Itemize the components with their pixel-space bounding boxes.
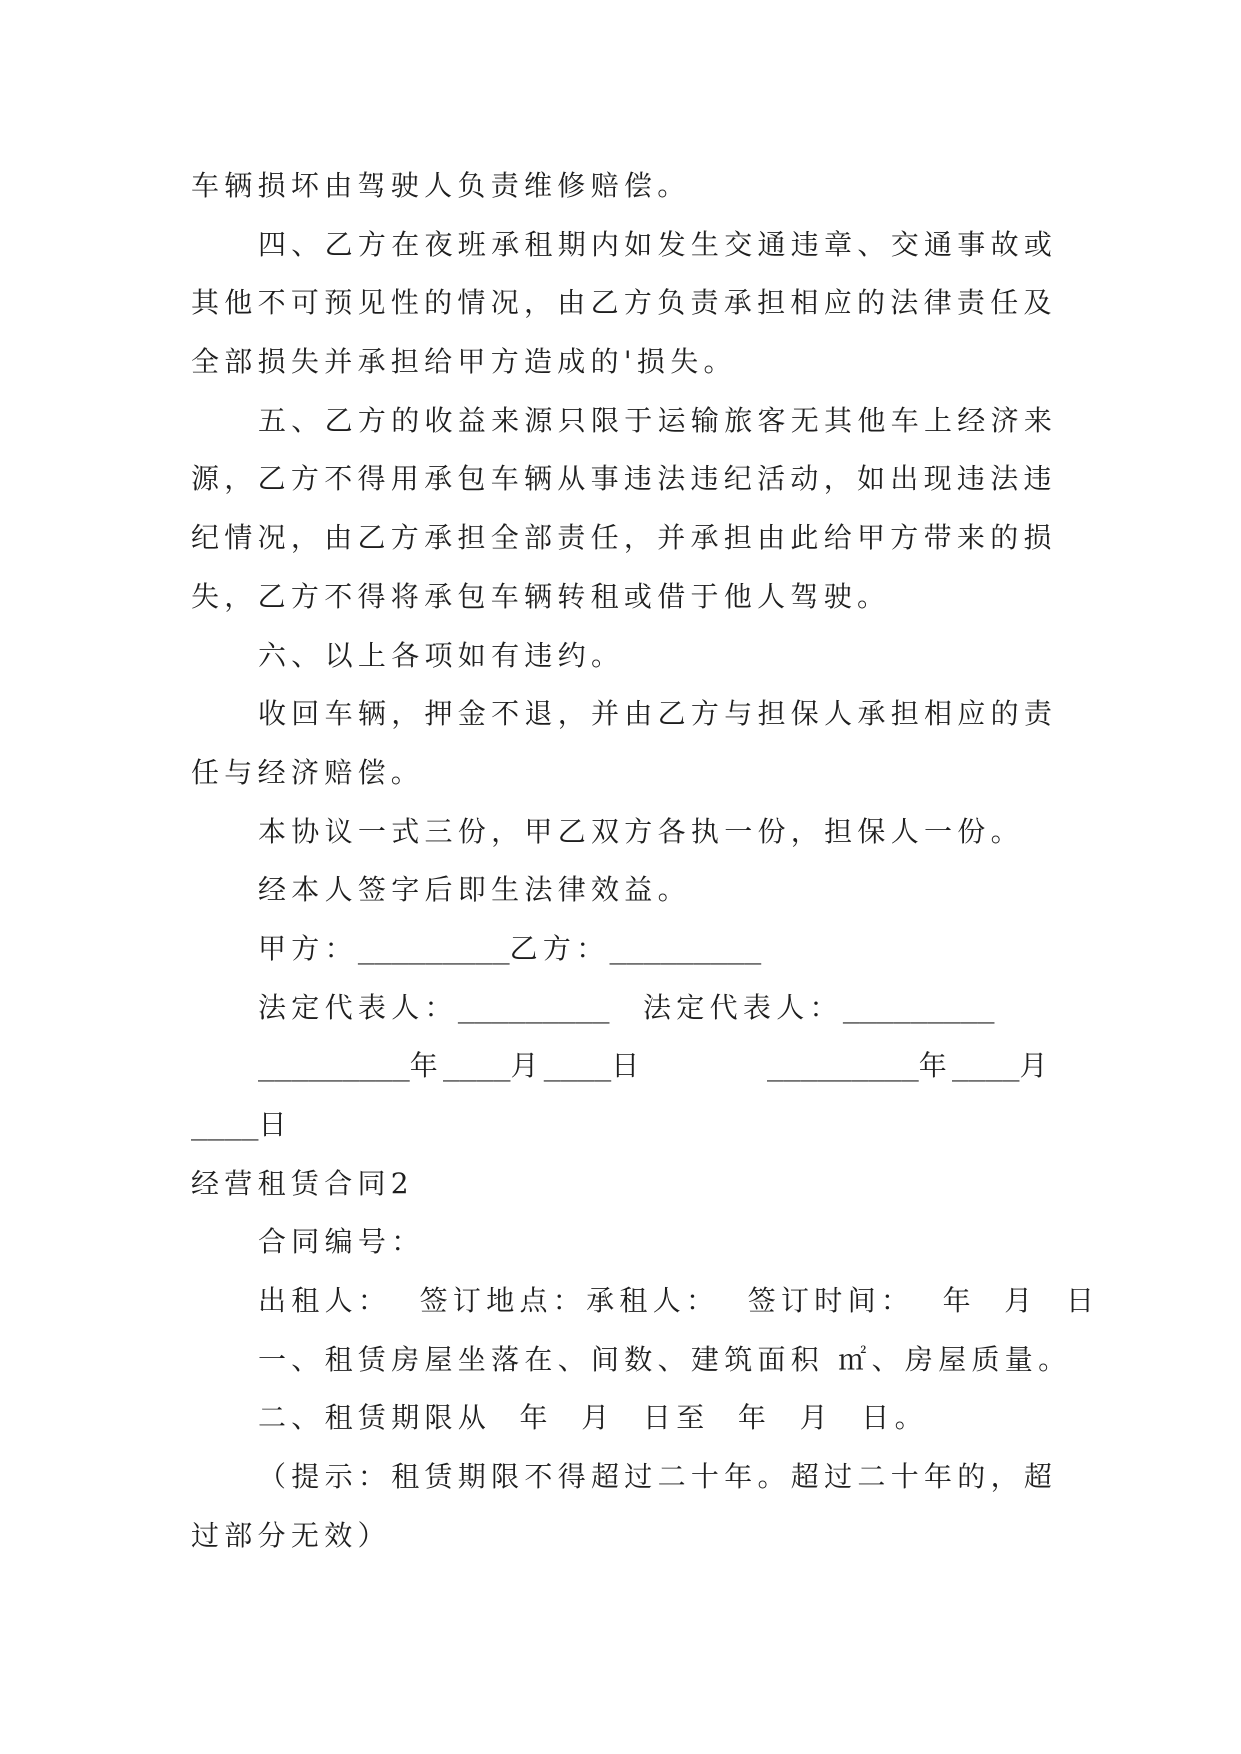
- clause-5-line: 源，乙方不得用承包车辆从事违法违纪活动，如出现违法违: [191, 462, 1057, 496]
- clause-continuation: 车辆损坏由驾驶人负责维修赔偿。: [191, 169, 691, 202]
- fill-in-blank: ____: [191, 1108, 259, 1141]
- effect-statement: 经本人签字后即生法律效益。: [258, 873, 691, 907]
- fill-in-blank: _________: [842, 990, 995, 1024]
- fill-in-blank: _________: [609, 931, 762, 965]
- clause-5-line: 五、乙方的收益来源只限于运输旅客无其他车上经济来: [258, 403, 1058, 437]
- fill-in-blank: _________: [258, 1049, 410, 1083]
- fill-in-blank: ____: [443, 1049, 511, 1083]
- clause-5-line: 失，乙方不得将承包车辆转租或借于他人驾驶。: [191, 579, 891, 613]
- contract-2-clause-2: 二、租赁期限从 年 月 日至 年 月 日。: [258, 1401, 928, 1435]
- fill-in-blank: _________: [457, 990, 610, 1024]
- representative-a: 法定代表人：_________: [258, 990, 610, 1024]
- breach-consequence-line: 收回车辆，押金不退，并由乙方与担保人承担相应的责: [258, 697, 1058, 731]
- clause-5-line: 纪情况，由乙方承担全部责任，并承担由此给甲方带来的损: [191, 521, 1057, 555]
- contract-2-clause-1: 一、租赁房屋坐落在、间数、建筑面积 ㎡、房屋质量。: [258, 1342, 1072, 1376]
- signature-representatives: [0, 979, 1241, 1038]
- clause-4-line: 四、乙方在夜班承租期内如发生交通违章、交通事故或: [258, 227, 1058, 261]
- contract-2-note-line: 过部分无效）: [191, 1518, 391, 1552]
- date-b: _________年____月: [767, 1049, 1053, 1083]
- date-a: _________年____月____日: [258, 1049, 645, 1083]
- signature-dates: [0, 1037, 1241, 1096]
- clause-4-line: 全部损失并承担给甲方造成的'损失。: [191, 345, 737, 379]
- document-page: [0, 157, 1241, 1566]
- breach-consequence-line: 任与经济赔偿。: [191, 755, 425, 789]
- contract-2-note-line: （提示：租赁期限不得超过二十年。超过二十年的，超: [258, 1460, 1058, 1494]
- date-b-wrap: ____日: [191, 1108, 292, 1141]
- fill-in-blank: ____: [543, 1049, 612, 1083]
- fill-in-blank: _________: [767, 1049, 919, 1083]
- contract-2-title: 经营租赁合同2: [191, 1166, 414, 1200]
- fill-in-blank: _________: [357, 931, 510, 965]
- fill-in-blank: ____: [952, 1049, 1020, 1083]
- representative-b: 法定代表人：_________: [643, 990, 995, 1024]
- contract-parties-line: 出租人： 签订地点：承租人： 签订时间： 年 月 日: [258, 1284, 1100, 1318]
- copies-statement: 本协议一式三份，甲乙双方各执一份，担保人一份。: [258, 814, 1024, 848]
- signature-parties: 甲方：_________乙方：_________: [258, 931, 762, 965]
- clause-4-line: 其他不可预见性的情况，由乙方负责承担相应的法律责任及: [191, 286, 1057, 320]
- clause-6: 六、以上各项如有违约。: [258, 638, 625, 672]
- contract-number: 合同编号：: [258, 1225, 425, 1259]
